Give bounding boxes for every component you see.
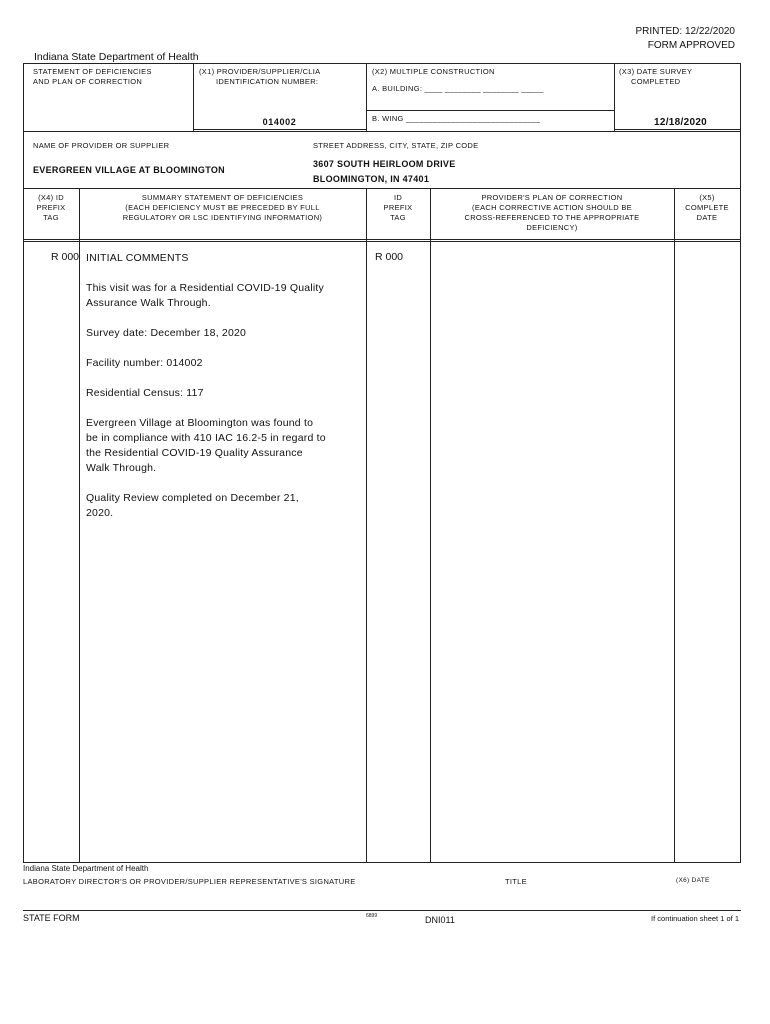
id-header-line-3: TAG xyxy=(390,213,406,222)
x5-column-header xyxy=(674,193,740,223)
compliance-line-2: be in compliance with 410 IAC 16.2-5 in regard to xyxy=(86,432,326,444)
x4-header-line-2: PREFIX xyxy=(36,203,66,212)
quality-review-line-1: Quality Review completed on December 21, xyxy=(86,492,299,504)
survey-completed-date: 12/18/2020 xyxy=(654,117,708,128)
paragraph-compliance xyxy=(86,416,361,476)
plan-header-line-3: CROSS-REFERENCED TO THE APPROPRIATE xyxy=(464,213,640,222)
footer-agency: Indiana State Department of Health xyxy=(23,864,149,873)
x3-box xyxy=(619,67,692,87)
summary-column-header xyxy=(79,193,366,223)
agency-name: Indiana State Department of Health xyxy=(34,51,199,63)
paragraph-visit-line-1: This visit was for a Residential COVID-19 Quality xyxy=(86,282,324,294)
plan-header-line-2: (EACH CORRECTIVE ACTION SHOULD BE xyxy=(472,203,632,212)
provider-name-label: NAME OF PROVIDER OR SUPPLIER xyxy=(33,141,170,150)
compliance-line-1: Evergreen Village at Bloomington was found to xyxy=(86,417,314,429)
x5-header-line-1: (X5) xyxy=(699,193,715,202)
entry-heading: INITIAL COMMENTS xyxy=(86,252,189,264)
x3-label-2: COMPLETED xyxy=(631,77,681,86)
paragraph-quality-review xyxy=(86,491,361,521)
form-approved: FORM APPROVED xyxy=(647,40,735,51)
deficiency-summary xyxy=(86,251,361,521)
statement-label: STATEMENT OF DEFICIENCIES xyxy=(33,67,152,76)
summary-header-line-2: (EACH DEFICIENCY MUST BE PRECEDED BY FULL xyxy=(125,203,320,212)
x5-header-line-3: DATE xyxy=(696,213,718,222)
x4-column-header xyxy=(23,193,79,223)
x5-header-line-2: COMPLETE xyxy=(685,203,729,212)
x1-label: (X1) PROVIDER/SUPPLIER/CLIA xyxy=(199,67,321,76)
provider-name: EVERGREEN VILLAGE AT BLOOMINGTON xyxy=(33,165,225,175)
compliance-line-4: Walk Through. xyxy=(86,462,157,474)
tag-left: R 000 xyxy=(51,251,80,263)
form-code: DNI011 xyxy=(425,915,455,925)
x4-header-line-3: TAG xyxy=(43,213,59,222)
x4-header-line-1: (X4) ID xyxy=(38,193,64,202)
provider-address xyxy=(313,157,456,187)
tag-right: R 000 xyxy=(375,251,404,263)
plan-header-line-1: PROVIDER'S PLAN OF CORRECTION xyxy=(481,193,623,202)
address-line-1: 3607 SOUTH HEIRLOOM DRIVE xyxy=(313,159,456,169)
continuation-sheet: If continuation sheet 1 of 1 xyxy=(651,914,739,923)
quality-review-line-2: 2020. xyxy=(86,507,114,519)
footer-rule xyxy=(23,910,741,911)
provider-id-number: 014002 xyxy=(262,117,297,127)
plan-header-line-4: DEFICIENCY) xyxy=(526,223,578,232)
x6-date-label: (X6) DATE xyxy=(676,877,710,884)
x1-box xyxy=(199,67,320,87)
x1-label-2: IDENTIFICATION NUMBER: xyxy=(216,77,319,86)
x2-wing: B. WING ______________________________ xyxy=(372,114,541,123)
census-text: Residential Census: 117 xyxy=(86,387,204,399)
title-label: TITLE xyxy=(505,877,527,886)
address-line-2: BLOOMINGTON, IN 47401 xyxy=(313,174,430,184)
id-header-line-2: PREFIX xyxy=(383,203,413,212)
plan-column-header xyxy=(430,193,674,233)
statement-label-2: AND PLAN OF CORRECTION xyxy=(33,77,143,86)
signature-label: LABORATORY DIRECTOR'S OR PROVIDER/SUPPLIER REPRESENTATIVE'S SIGNATURE xyxy=(23,877,356,886)
x2-building: A. BUILDING: ____ ________ ________ _____ xyxy=(372,84,544,93)
state-form-label: STATE FORM xyxy=(23,913,80,923)
statement-box xyxy=(33,67,152,87)
compliance-line-3: the Residential COVID-19 Quality Assurance xyxy=(86,447,303,459)
summary-header-line-1: SUMMARY STATEMENT OF DEFICIENCIES xyxy=(141,193,304,202)
id-header-line-1: ID xyxy=(393,193,403,202)
form-header-right xyxy=(636,25,736,53)
address-label: STREET ADDRESS, CITY, STATE, ZIP CODE xyxy=(313,141,479,150)
id-column-header xyxy=(366,193,430,223)
x3-label: (X3) DATE SURVEY xyxy=(619,67,693,76)
paragraph-visit-line-2: Assurance Walk Through. xyxy=(86,297,211,309)
printed-date: PRINTED: 12/22/2020 xyxy=(635,26,735,37)
survey-date-text: Survey date: December 18, 2020 xyxy=(86,327,247,339)
summary-header-line-3: REGULATORY OR LSC IDENTIFYING INFORMATION) xyxy=(122,213,323,222)
form-number: 6899 xyxy=(366,913,378,919)
facility-number-text: Facility number: 014002 xyxy=(86,357,203,369)
x2-label: (X2) MULTIPLE CONSTRUCTION xyxy=(372,67,495,76)
paragraph-visit xyxy=(86,281,361,311)
